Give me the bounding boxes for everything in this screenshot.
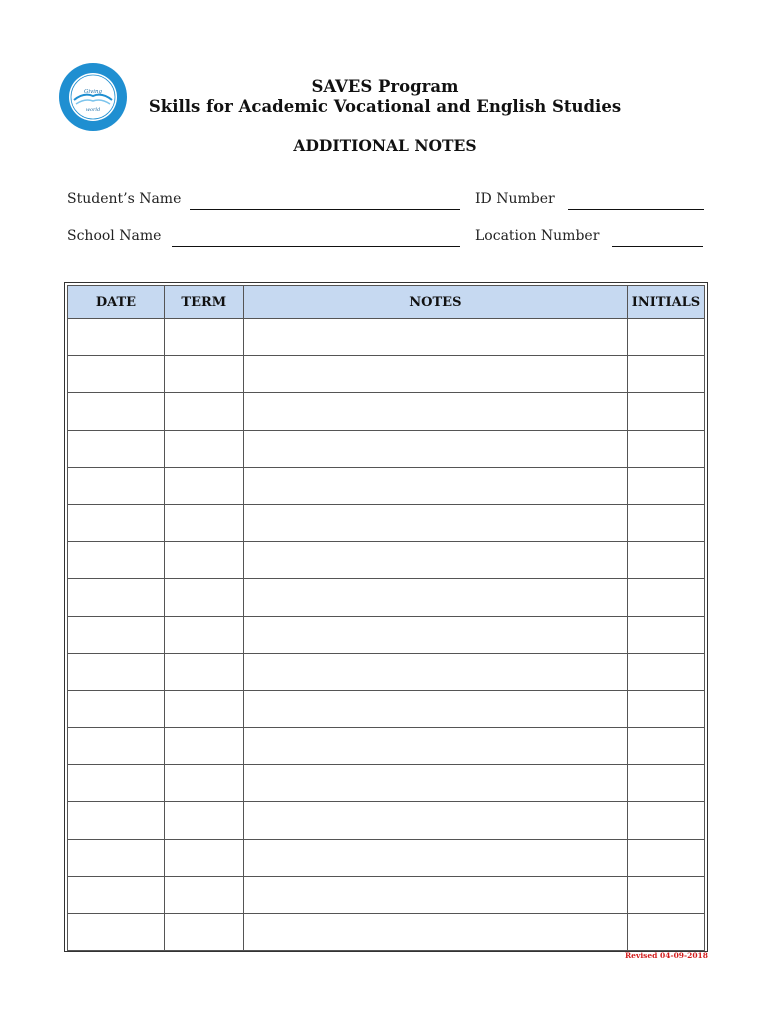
initials-cell[interactable] bbox=[628, 393, 705, 430]
notes-cell[interactable] bbox=[243, 914, 627, 951]
table-row bbox=[68, 802, 705, 839]
program-title: SAVES Program bbox=[311, 77, 459, 96]
term-cell[interactable] bbox=[164, 802, 243, 839]
location-number-field[interactable] bbox=[612, 246, 703, 247]
svg-text:world: world bbox=[85, 107, 101, 113]
initials-cell[interactable] bbox=[628, 876, 705, 913]
notes-cell[interactable] bbox=[243, 728, 627, 765]
initials-cell[interactable] bbox=[628, 914, 705, 951]
term-cell[interactable] bbox=[164, 728, 243, 765]
table-row bbox=[68, 467, 705, 504]
initials-cell[interactable] bbox=[628, 616, 705, 653]
notes-table-frame bbox=[64, 282, 708, 952]
date-cell[interactable] bbox=[68, 467, 165, 504]
date-cell[interactable] bbox=[68, 914, 165, 951]
initials-cell[interactable] bbox=[628, 839, 705, 876]
date-column-header: DATE bbox=[68, 286, 165, 319]
notes-column-header: NOTES bbox=[243, 286, 627, 319]
program-subtitle: Skills for Academic Vocational and English Studies bbox=[148, 97, 622, 116]
initials-cell[interactable] bbox=[628, 802, 705, 839]
table-row bbox=[68, 765, 705, 802]
notes-cell[interactable] bbox=[243, 839, 627, 876]
notes-cell[interactable] bbox=[243, 430, 627, 467]
initials-cell[interactable] bbox=[628, 728, 705, 765]
initials-cell[interactable] bbox=[628, 765, 705, 802]
notes-table bbox=[67, 285, 705, 951]
date-cell[interactable] bbox=[68, 393, 165, 430]
initials-cell[interactable] bbox=[628, 542, 705, 579]
date-cell[interactable] bbox=[68, 653, 165, 690]
initials-cell[interactable] bbox=[628, 356, 705, 393]
date-cell[interactable] bbox=[68, 319, 165, 356]
student-name-label: Student’s Name bbox=[67, 191, 182, 207]
notes-cell[interactable] bbox=[243, 690, 627, 727]
term-cell[interactable] bbox=[164, 839, 243, 876]
initials-cell[interactable] bbox=[628, 430, 705, 467]
school-name-label: School Name bbox=[67, 228, 162, 244]
table-row bbox=[68, 690, 705, 727]
table-row bbox=[68, 542, 705, 579]
term-cell[interactable] bbox=[164, 876, 243, 913]
table-row bbox=[68, 579, 705, 616]
date-cell[interactable] bbox=[68, 690, 165, 727]
table-row bbox=[68, 728, 705, 765]
notes-cell[interactable] bbox=[243, 653, 627, 690]
date-cell[interactable] bbox=[68, 356, 165, 393]
revised-date: Revised 04-09-2018 bbox=[624, 951, 708, 960]
date-cell[interactable] bbox=[68, 504, 165, 541]
table-row bbox=[68, 504, 705, 541]
initials-cell[interactable] bbox=[628, 653, 705, 690]
date-cell[interactable] bbox=[68, 839, 165, 876]
initials-cell[interactable] bbox=[628, 319, 705, 356]
term-cell[interactable] bbox=[164, 914, 243, 951]
notes-cell[interactable] bbox=[243, 393, 627, 430]
term-cell[interactable] bbox=[164, 319, 243, 356]
term-cell[interactable] bbox=[164, 542, 243, 579]
table-row bbox=[68, 319, 705, 356]
table-row bbox=[68, 914, 705, 951]
term-cell[interactable] bbox=[164, 579, 243, 616]
notes-cell[interactable] bbox=[243, 542, 627, 579]
id-number-field[interactable] bbox=[568, 209, 704, 210]
notes-cell[interactable] bbox=[243, 504, 627, 541]
table-row bbox=[68, 616, 705, 653]
table-header-row bbox=[68, 286, 705, 319]
date-cell[interactable] bbox=[68, 542, 165, 579]
date-cell[interactable] bbox=[68, 616, 165, 653]
id-number-label: ID Number bbox=[475, 191, 555, 207]
notes-cell[interactable] bbox=[243, 802, 627, 839]
term-cell[interactable] bbox=[164, 356, 243, 393]
date-cell[interactable] bbox=[68, 765, 165, 802]
table-row bbox=[68, 839, 705, 876]
school-name-field[interactable] bbox=[172, 246, 460, 247]
form-title: ADDITIONAL NOTES bbox=[293, 136, 477, 155]
term-cell[interactable] bbox=[164, 690, 243, 727]
table-row bbox=[68, 430, 705, 467]
date-cell[interactable] bbox=[68, 430, 165, 467]
term-cell[interactable] bbox=[164, 616, 243, 653]
location-number-label: Location Number bbox=[475, 228, 600, 244]
svg-text:Giving: Giving bbox=[83, 89, 103, 95]
date-cell[interactable] bbox=[68, 579, 165, 616]
table-row bbox=[68, 393, 705, 430]
initials-column-header: INITIALS bbox=[628, 286, 705, 319]
term-column-header: TERM bbox=[164, 286, 243, 319]
term-cell[interactable] bbox=[164, 393, 243, 430]
table-row bbox=[68, 876, 705, 913]
notes-cell[interactable] bbox=[243, 579, 627, 616]
notes-cell[interactable] bbox=[243, 319, 627, 356]
date-cell[interactable] bbox=[68, 728, 165, 765]
notes-cell[interactable] bbox=[243, 616, 627, 653]
notes-cell[interactable] bbox=[243, 876, 627, 913]
initials-cell[interactable] bbox=[628, 579, 705, 616]
term-cell[interactable] bbox=[164, 430, 243, 467]
notes-cell[interactable] bbox=[243, 467, 627, 504]
table-row bbox=[68, 653, 705, 690]
date-cell[interactable] bbox=[68, 876, 165, 913]
initials-cell[interactable] bbox=[628, 504, 705, 541]
notes-cell[interactable] bbox=[243, 765, 627, 802]
term-cell[interactable] bbox=[164, 765, 243, 802]
notes-cell[interactable] bbox=[243, 356, 627, 393]
initials-cell[interactable] bbox=[628, 690, 705, 727]
initials-cell[interactable] bbox=[628, 467, 705, 504]
student-name-field[interactable] bbox=[190, 209, 460, 210]
term-cell[interactable] bbox=[164, 653, 243, 690]
term-cell[interactable] bbox=[164, 504, 243, 541]
term-cell[interactable] bbox=[164, 467, 243, 504]
date-cell[interactable] bbox=[68, 802, 165, 839]
table-row bbox=[68, 356, 705, 393]
